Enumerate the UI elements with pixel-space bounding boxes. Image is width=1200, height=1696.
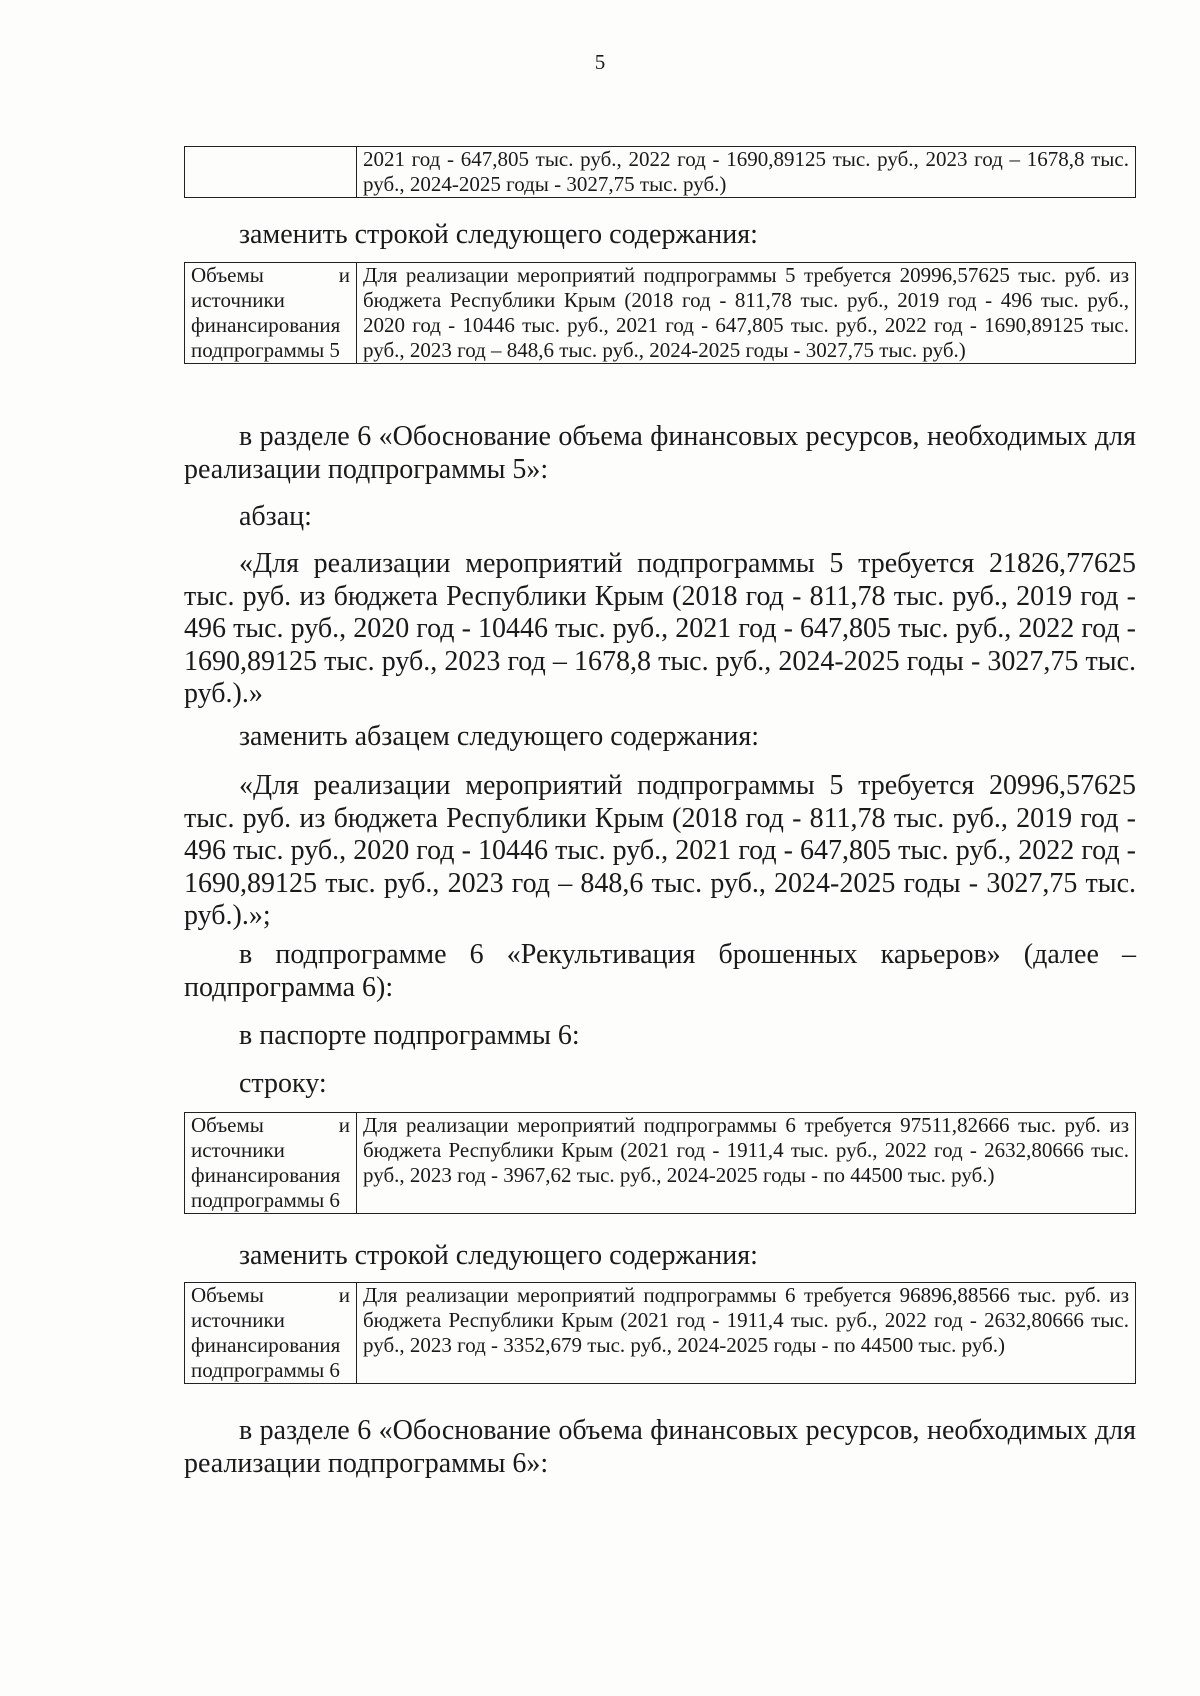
- table-cell-funding-text: Для реализации мероприятий подпрограммы 6 требуется 97511,82666 тыс. руб. из бюджета Республики Крым (2021 год - 1911,4 тыс. руб., 2022 год - 2632,80666 тыс. руб., 2023 год - 3967,62 тыс. руб., 2024-2025 годы - по 44500 тыс. руб.): [357, 1113, 1136, 1214]
- table-subprogram5-new-row: [184, 262, 1136, 364]
- page-number: 5: [594, 50, 606, 74]
- table-cell-funding-text: Для реализации мероприятий подпрограммы 6 требуется 96896,88566 тыс. руб. из бюджета Республики Крым (2021 год - 1911,4 тыс. руб., 2022 год - 2632,80666 тыс. руб., 2023 год - 3352,679 тыс. руб., 2024-2025 годы - по 44500 тыс. руб.): [357, 1283, 1136, 1384]
- label-line: подпрограммы 6: [191, 1358, 340, 1382]
- table-cell-empty: [185, 147, 357, 198]
- table-cell-label: [185, 1113, 357, 1214]
- label-line: финансирования: [191, 313, 341, 337]
- table-cell-label: [185, 263, 357, 364]
- label-line: источники: [191, 288, 285, 312]
- label-line: финансирования: [191, 1333, 341, 1357]
- table-subprogram5-old-row-tail: [184, 146, 1136, 198]
- label-line: источники: [191, 1138, 285, 1162]
- label-word: и: [338, 1113, 350, 1137]
- paragraph-section6-sub6: в разделе 6 «Обоснование объема финансовых ресурсов, необходимых для реализации подпрограммы 6»:: [184, 1415, 1136, 1479]
- paragraph-sub6-intro: в подпрограмме 6 «Рекультивация брошенных карьеров» (далее – подпрограмма 6):: [184, 939, 1136, 1003]
- paragraph-replace-row: заменить строкой следующего содержания:: [239, 219, 758, 250]
- label-line: подпрограммы 5: [191, 338, 340, 362]
- paragraph-replace-par: заменить абзацем следующего содержания:: [239, 721, 759, 752]
- paragraph-replace-row: заменить строкой следующего содержания:: [239, 1240, 758, 1271]
- paragraph-section6-sub5: в разделе 6 «Обоснование объема финансовых ресурсов, необходимых для реализации подпрограммы 5»:: [184, 421, 1136, 485]
- label-line: финансирования: [191, 1163, 341, 1187]
- paragraph-stroku: строку:: [239, 1068, 327, 1099]
- label-word: Объемы: [191, 263, 264, 287]
- table-cell-funding-text: Для реализации мероприятий подпрограммы 5 требуется 20996,57625 тыс. руб. из бюджета Республики Крым (2018 год - 811,78 тыс. руб., 2019 год - 496 тыс. руб., 2020 год - 10446 тыс. руб., 2021 год - 647,805 тыс. руб., 2022 год - 1690,89125 тыс. руб., 2023 год – 848,6 тыс. руб., 2024-2025 годы - 3027,75 тыс. руб.): [357, 263, 1136, 364]
- table-cell-label: [185, 1283, 357, 1384]
- label-word: и: [338, 1283, 350, 1307]
- label-word: Объемы: [191, 1283, 264, 1307]
- table-subprogram6-old-row: [184, 1112, 1136, 1214]
- label-line: источники: [191, 1308, 285, 1332]
- paragraph-quote-old: «Для реализации мероприятий подпрограммы 5 требуется 21826,77625 тыс. руб. из бюджета Республики Крым (2018 год - 811,78 тыс. руб., 2019 год - 496 тыс. руб., 2020 год - 10446 тыс. руб., 2021 год - 647,805 тыс. руб., 2022 год - 1690,89125 тыс. руб., 2023 год – 1678,8 тыс. руб., 2024-2025 годы - 3027,75 тыс. руб.).»: [184, 548, 1136, 709]
- table-subprogram6-new-row: [184, 1282, 1136, 1384]
- paragraph-quote-new: «Для реализации мероприятий подпрограммы 5 требуется 20996,57625 тыс. руб. из бюджета Республики Крым (2018 год - 811,78 тыс. руб., 2019 год - 496 тыс. руб., 2020 год - 10446 тыс. руб., 2021 год - 647,805 тыс. руб., 2022 год - 1690,89125 тыс. руб., 2023 год – 848,6 тыс. руб., 2024-2025 годы - 3027,75 тыс. руб.).»;: [184, 770, 1136, 931]
- table-cell-funding-text: 2021 год - 647,805 тыс. руб., 2022 год - 1690,89125 тыс. руб., 2023 год – 1678,8 тыс. руб., 2024-2025 годы - 3027,75 тыс. руб.): [357, 147, 1136, 198]
- label-line: подпрограммы 6: [191, 1188, 340, 1212]
- paragraph-abzac: абзац:: [239, 501, 312, 532]
- label-word: и: [338, 263, 350, 287]
- label-word: Объемы: [191, 1113, 264, 1137]
- paragraph-passport6: в паспорте подпрограммы 6:: [239, 1020, 580, 1051]
